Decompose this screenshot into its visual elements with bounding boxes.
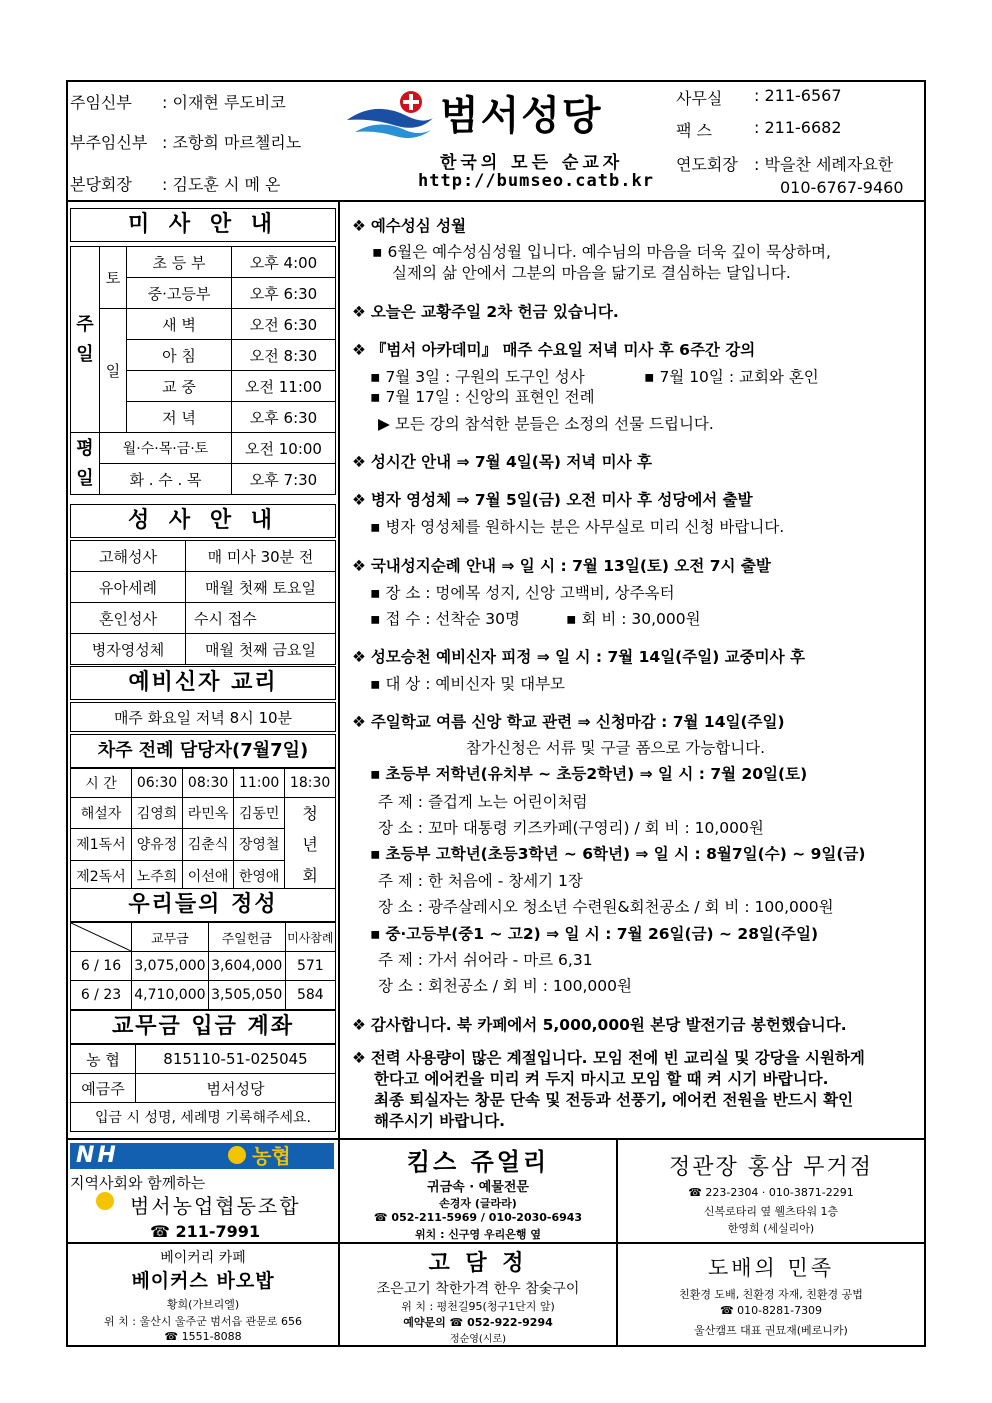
news-line: ▪ 7월 10일 : 교회와 혼인 xyxy=(644,368,819,386)
news-line: 장 소 : 회천공소 / 회 비 : 100,000원 xyxy=(378,977,632,995)
liturgy-person: 양유정 xyxy=(132,829,183,860)
mass-name: 중·고등부 xyxy=(127,278,232,309)
mass-time: 오전 8:30 xyxy=(232,340,336,371)
offering-value: 4,710,000 xyxy=(132,981,209,1010)
assistant-label: 부주임신부 xyxy=(70,133,148,152)
bakers-line: 황희(가브리엘) xyxy=(166,1298,240,1311)
account-holder-label: 예금주 xyxy=(71,1074,136,1103)
president-label: 본당회장 xyxy=(70,175,132,194)
jgj-line: 신복로타리 옆 웰츠타워 1층 xyxy=(703,1205,839,1218)
news-subitem: ▪ 초등부 저학년(유치부 ~ 초등2학년) ⇒ 일 시 : 7월 20일(토) xyxy=(370,765,808,783)
offering-date: 6 / 23 xyxy=(71,981,132,1010)
news-line: 해주시기 바랍니다. xyxy=(374,1112,506,1130)
liturgy-person: 노주희 xyxy=(132,860,183,891)
offering-date: 6 / 16 xyxy=(71,952,132,981)
godam-line: 위 치 : 평천길95(청구1단지 앞) xyxy=(401,1300,555,1313)
news-line: ▪ 7월 17일 : 신앙의 표현인 전례 xyxy=(370,388,595,406)
news-item: ❖ 전력 사용량이 많은 계절입니다. 모임 전에 빈 교리실 및 강당을 시원하게 xyxy=(352,1049,865,1067)
president-value: 김도훈 시 메 온 xyxy=(172,175,281,194)
bakers-title: 베이커스 바오밥 xyxy=(131,1270,275,1292)
liturgy-time-label: 시 간 xyxy=(71,769,132,798)
news-line: 장 소 : 꼬마 대통령 키즈카페(구영리) / 회 비 : 10,000원 xyxy=(378,819,764,837)
fax-label: 팩 스 xyxy=(676,121,712,140)
offering-value: 3,604,000 xyxy=(208,952,285,981)
ads-hdivider xyxy=(66,1242,926,1244)
nh-emblem-icon xyxy=(96,1192,114,1210)
mass-time: 오전 10:00 xyxy=(232,433,336,464)
liturgy-title: 차주 전례 담당자(7월7일) xyxy=(70,734,336,768)
pastor-value: 이재현 루도비코 xyxy=(172,93,286,112)
nh-logo xyxy=(70,1143,334,1169)
weekday-label: 평일 xyxy=(71,433,100,495)
dobae-line: ☎ 010-8281-7309 xyxy=(719,1304,823,1317)
liturgy-person: 이선애 xyxy=(183,860,234,891)
church-logo-icon xyxy=(345,86,435,142)
account-title: 교무금 입금 계좌 xyxy=(70,1010,336,1044)
news-line: 주 제 : 한 처음에 - 창세기 1장 xyxy=(378,872,583,890)
news-line: 주 제 : 가서 쉬어라 - 마르 6,31 xyxy=(378,951,593,969)
nh-name: 범서농업협동조합 xyxy=(130,1194,301,1218)
offering-value: 584 xyxy=(285,981,335,1010)
news-line: ▶ 모든 강의 참석한 분들은 소정의 선물 드립니다. xyxy=(378,415,714,433)
account-note: 입금 시 성명, 세례명 기록해주세요. xyxy=(71,1103,336,1132)
news-line: ▪ 회 비 : 30,000원 xyxy=(566,610,701,628)
mass-time: 오전 6:30 xyxy=(232,309,336,340)
bakers-line: ☎ 1551-8088 xyxy=(164,1330,242,1343)
dobae-line: 울산캠프 대표 권묘재(베로니카) xyxy=(694,1324,848,1337)
news-line: 실제의 삶 안에서 그분의 마음을 닮기로 결심하는 달입니다. xyxy=(392,264,791,282)
news-line: 주 제 : 즐겁게 노는 어린이처럼 xyxy=(378,793,588,811)
news-line: ▪ 병자 영성체를 원하시는 분은 사무실로 미리 신청 바랍니다. xyxy=(370,518,785,536)
news-item: ❖ 국내성지순례 안내 ⇒ 일 시 : 7월 13일(토) 오전 7시 출발 xyxy=(352,557,771,575)
account-holder: 범서성당 xyxy=(136,1074,336,1103)
mass-name: 화 . 수 . 목 xyxy=(100,464,232,495)
mass-name: 저 녁 xyxy=(127,402,232,433)
fax-row: 팩 스 : 211-6682 xyxy=(676,118,842,140)
pastor-row: 주임신부 : 이재현 루도비코 xyxy=(70,93,286,112)
news-item: ❖ 『범서 아카데미』 매주 수요일 저녁 미사 후 6주간 강의 xyxy=(352,341,756,359)
jgj-title: 정관장 홍삼 무거점 xyxy=(668,1155,873,1180)
mass-time: 오후 6:30 xyxy=(232,278,336,309)
mass-time: 오후 4:00 xyxy=(232,247,336,278)
offering-header: 미사참례 xyxy=(285,923,335,952)
news-item: ❖ 오늘은 교황주일 2차 헌금 있습니다. xyxy=(352,303,619,321)
kims-line: ☎ 052-211-5969 / 010-2030-6943 xyxy=(373,1211,583,1224)
mass-time: 오전 11:00 xyxy=(232,371,336,402)
sacrament-value: 수시 접수 xyxy=(186,603,336,634)
godam-line: 정순영(시로) xyxy=(449,1334,507,1345)
yeondo-row: 연도회장 : 박을찬 세례자요한 xyxy=(676,155,894,174)
president-row: 본당회장 : 김도훈 시 메 온 xyxy=(70,175,281,194)
news-line: ▪ 접 수 : 선착순 30명 xyxy=(370,610,520,628)
mass-name: 초 등 부 xyxy=(127,247,232,278)
offering-header: 주일헌금 xyxy=(208,923,285,952)
news-item: ❖ 감사합니다. 북 카페에서 5,000,000원 본당 발전기금 봉헌했습니다. xyxy=(352,1016,847,1034)
parish-title: 범서성당 xyxy=(440,93,603,139)
diagonal-line-icon xyxy=(71,923,131,951)
sacrament-name: 혼인성사 xyxy=(71,603,186,634)
godam-line: 조은고기 착한가격 한우 참숯구이 xyxy=(376,1281,580,1297)
liturgy-role: 제2독서 xyxy=(71,860,132,891)
dobae-title: 도배의 민족 xyxy=(707,1256,835,1280)
ads-divider xyxy=(66,1138,926,1140)
sunday-day-label: 일 xyxy=(100,309,127,433)
assistant-value: 조항희 마르첼리노 xyxy=(172,133,302,152)
header-divider xyxy=(66,200,926,202)
liturgy-person: 김춘식 xyxy=(183,829,234,860)
news-line: ▪ 장 소 : 멍에목 성지, 신앙 고백비, 상주옥터 xyxy=(370,584,675,602)
liturgy-role: 제1독서 xyxy=(71,829,132,860)
news-line: 한다고 에어컨을 미리 켜 두지 마시고 모임 할 때 켜 시기 바랍니다. xyxy=(374,1070,829,1088)
sacrament-value: 매월 첫째 토요일 xyxy=(186,572,336,603)
mass-name: 아 침 xyxy=(127,340,232,371)
godam-line: 예약문의 ☎ 052-922-9294 xyxy=(403,1316,553,1329)
sacrament-table xyxy=(70,540,336,665)
yeondo-label: 연도회장 xyxy=(676,155,738,174)
liturgy-person: 김동민 xyxy=(234,798,285,829)
sunday-label: 주일 xyxy=(71,247,100,433)
news-line: ▪ 7월 3일 : 구원의 도구인 성사 xyxy=(370,368,585,386)
liturgy-person: 김영희 xyxy=(132,798,183,829)
sacrament-name: 유아세례 xyxy=(71,572,186,603)
yeondo-phone: 010-6767-9460 xyxy=(780,178,904,197)
liturgy-time: 06:30 xyxy=(132,769,183,798)
liturgy-person: 한영애 xyxy=(234,860,285,891)
account-table xyxy=(70,1044,336,1132)
catechumen-schedule: 매주 화요일 저녁 8시 10분 xyxy=(70,702,336,732)
mass-table xyxy=(70,246,336,495)
account-number: 815110-51-025045 xyxy=(136,1045,336,1074)
news-line: 참가신청은 서류 및 구글 폼으로 가능합니다. xyxy=(466,739,766,757)
fax-value: 211-6682 xyxy=(764,118,842,137)
column-divider xyxy=(338,200,340,1140)
dobae-line: 친환경 도배, 친환경 자재, 친환경 공법 xyxy=(679,1288,863,1301)
news-line: 장 소 : 광주살레시오 청소년 수련원&회천공소 / 회 비 : 100,000원 xyxy=(378,898,834,916)
bakers-line: 베이커리 카페 xyxy=(160,1250,246,1266)
news-subitem: ▪ 중·고등부(중1 ~ 고2) ⇒ 일 시 : 7월 26일(금) ~ 28일(주일) xyxy=(370,925,819,943)
offering-title: 우리들의 정성 xyxy=(70,888,336,922)
liturgy-time: 11:00 xyxy=(234,769,285,798)
news-item: ❖ 주일학교 여름 신앙 학교 관련 ⇒ 신청마감 : 7월 14일(주일) xyxy=(352,713,785,731)
liturgy-role: 해설자 xyxy=(71,798,132,829)
liturgy-person: 장영철 xyxy=(234,829,285,860)
sacrament-value: 매 미사 30분 전 xyxy=(186,541,336,572)
catechumen-title: 예비신자 교리 xyxy=(70,666,336,700)
nh-slogan: 지역사회와 함께하는 xyxy=(70,1174,206,1192)
account-bank: 농 협 xyxy=(71,1045,136,1074)
mass-name: 월·수·목·금·토 xyxy=(100,433,232,464)
offering-value: 3,075,000 xyxy=(132,952,209,981)
liturgy-time: 08:30 xyxy=(183,769,234,798)
parish-subtitle: 한국의 모든 순교자 xyxy=(440,153,624,173)
sacrament-title: 성 사 안 내 xyxy=(70,504,336,538)
kims-title: 킴스 쥬얼리 xyxy=(406,1148,550,1176)
news-item: ❖ 성모승천 예비신자 피정 ⇒ 일 시 : 7월 14일(주일) 교중미사 후 xyxy=(352,648,805,666)
offering-corner xyxy=(71,923,132,952)
news-item: ❖ 성시간 안내 ⇒ 7월 4일(목) 저녁 미사 후 xyxy=(352,453,652,471)
office-row: 사무실 : 211-6567 xyxy=(676,86,842,108)
godam-title: 고 담 정 xyxy=(428,1251,528,1276)
news-item: ❖ 병자 영성체 ⇒ 7월 5일(금) 오전 미사 후 성당에서 출발 xyxy=(352,491,753,509)
nh-logo-text: 농협 xyxy=(252,1144,291,1168)
yeondo-value: 박을찬 세례자요한 xyxy=(764,155,894,174)
sacrament-value: 매월 첫째 금요일 xyxy=(186,634,336,665)
office-value: 211-6567 xyxy=(764,86,842,105)
news-item: ❖ 예수성심 성월 xyxy=(352,217,467,235)
office-label: 사무실 xyxy=(676,89,723,108)
news-subitem: ▪ 초등부 고학년(초등3학년 ~ 6학년) ⇒ 일 시 : 8월7일(수) ~ 9일(금) xyxy=(370,845,866,863)
liturgy-person: 라민옥 xyxy=(183,798,234,829)
liturgy-time: 18:30 xyxy=(285,769,336,798)
kims-line: 손경자 (글라라) xyxy=(439,1197,517,1210)
mass-time: 오후 6:30 xyxy=(232,402,336,433)
offering-value: 571 xyxy=(285,952,335,981)
youth-group: 청 년 회 xyxy=(285,798,336,892)
sacrament-name: 고해성사 xyxy=(71,541,186,572)
nh-phone: ☎ 211-7991 xyxy=(150,1222,261,1241)
jgj-line: ☎ 223-2304 · 010-3871-2291 xyxy=(688,1186,854,1199)
mass-name: 새 벽 xyxy=(127,309,232,340)
news-line: ▪ 대 상 : 예비신자 및 대부모 xyxy=(370,675,566,693)
jgj-line: 한영희 (세실리아) xyxy=(727,1222,815,1235)
pastor-label: 주임신부 xyxy=(70,93,132,112)
nh-emblem-icon xyxy=(228,1146,246,1164)
offering-value: 3,505,050 xyxy=(208,981,285,1010)
kims-line: 위치 : 신구영 우리은행 옆 xyxy=(415,1228,541,1241)
news-line: 최종 퇴실자는 창문 단속 및 전등과 선풍기, 에어컨 전원을 반드시 확인 xyxy=(374,1091,854,1109)
mass-time: 오후 7:30 xyxy=(232,464,336,495)
offering-table xyxy=(70,922,336,1010)
sacrament-name: 병자영성체 xyxy=(71,634,186,665)
news-line: ▪ 6월은 예수성심성월 입니다. 예수님의 마음을 더욱 깊이 묵상하며, xyxy=(372,243,831,261)
mass-name: 교 중 xyxy=(127,371,232,402)
nh-logo-text: NH xyxy=(76,1143,119,1168)
saturday-label: 토 xyxy=(100,247,127,309)
parish-url[interactable]: http://bumseo.catb.kr xyxy=(418,171,654,191)
assistant-row: 부주임신부 : 조항희 마르첼리노 xyxy=(70,133,302,152)
liturgy-table xyxy=(70,768,336,892)
mass-title: 미 사 안 내 xyxy=(70,208,336,242)
kims-line: 귀금속 · 예물전문 xyxy=(427,1180,529,1195)
offering-header: 교무금 xyxy=(132,923,209,952)
bakers-line: 위 치 : 울산시 울주군 범서읍 관문로 656 xyxy=(104,1315,302,1328)
